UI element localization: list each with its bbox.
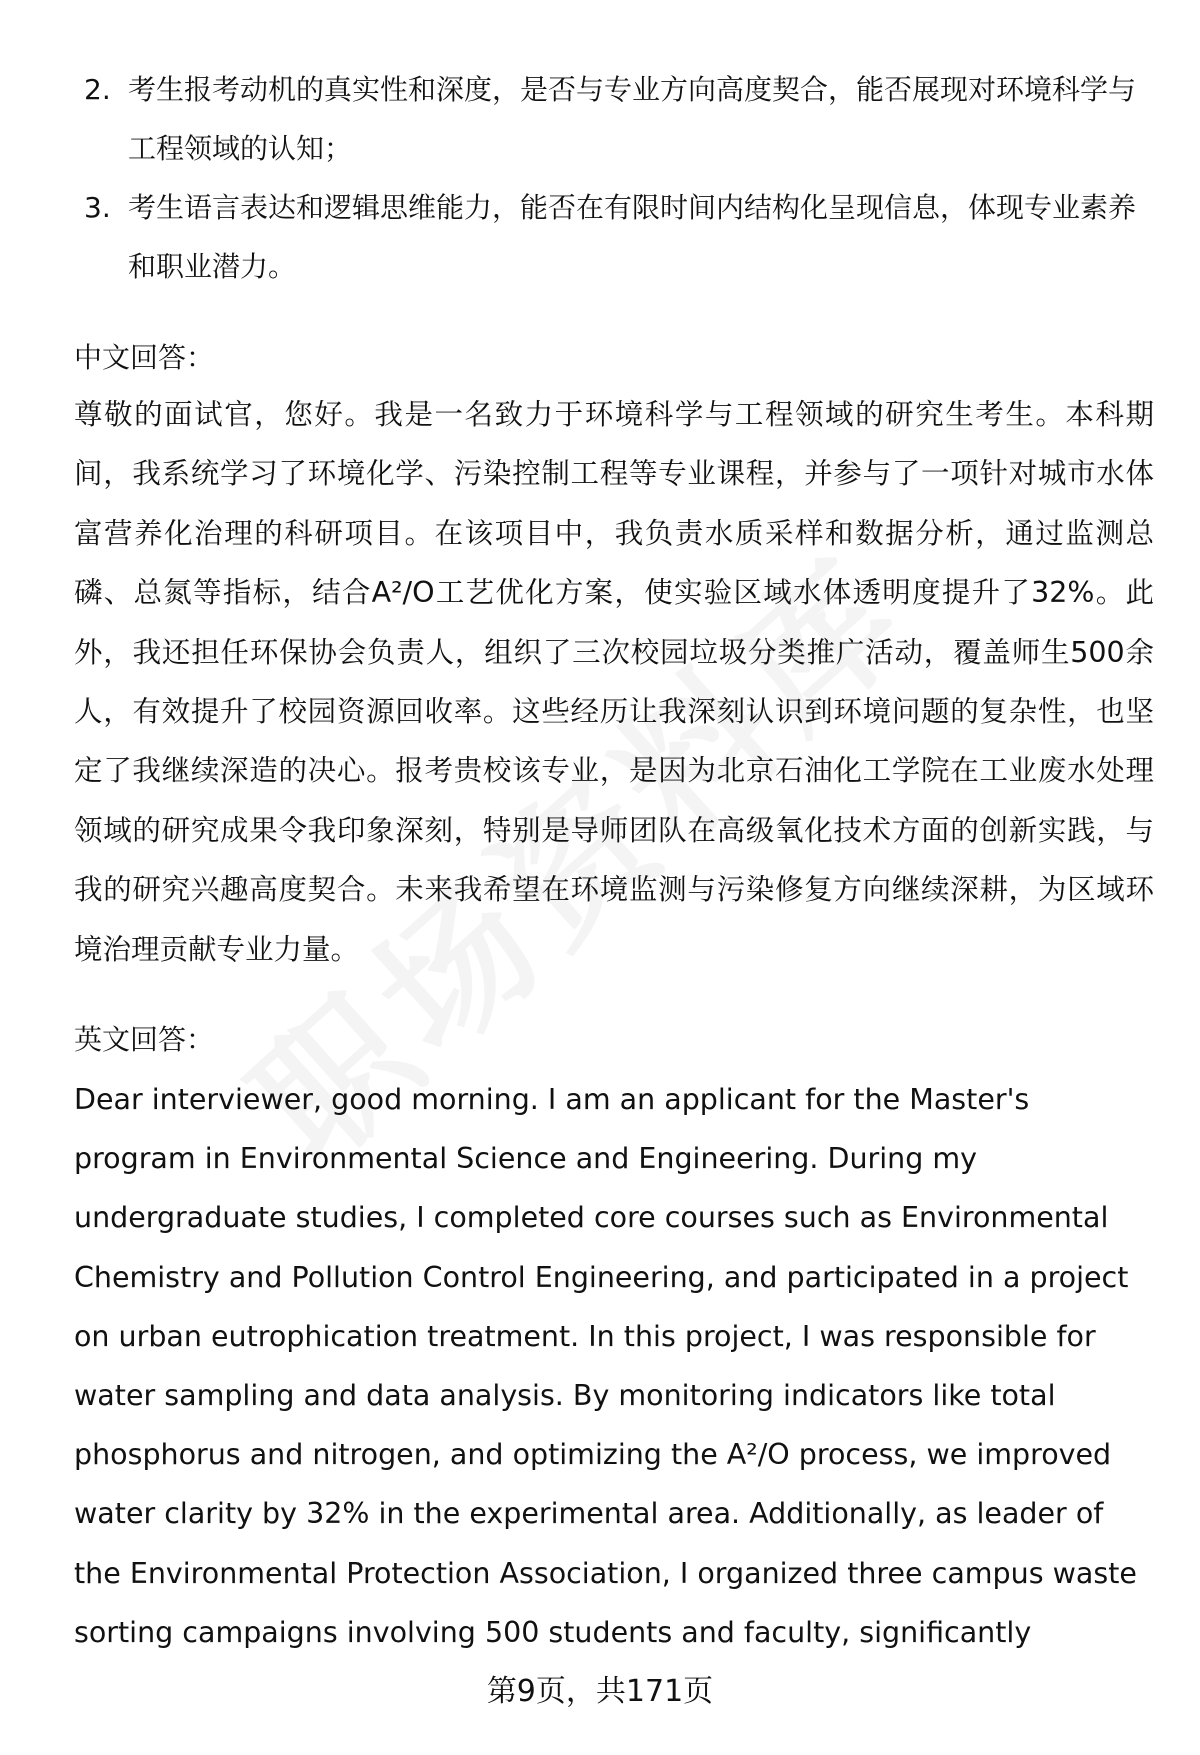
list-item-number: 2. (84, 73, 111, 106)
list-item (80, 178, 1140, 296)
english-answer-text: Dear interviewer, good morning. I am an applicant for the Master's program in Environmental Science and Engineering. During my undergraduate studies, I completed core courses such as Environmental Chemistry and Pollution Control Engineering, and participated in a project on urban eutrophication treatment. In this project, I was responsible for water sampling and data analysis. By monitoring indicators like total phosphorus and nitrogen, and optimizing the A²/O process, we improved water clarity by 32% in the experimental area. Additionally, as leader of the Environmental Protection Association, I organized three campus waste sorting campaigns involving 500 students and faculty, significantly (74, 1083, 1137, 1649)
criteria-list (80, 60, 1140, 296)
list-item-number: 3. (84, 191, 111, 224)
chinese-answer-label: 中文回答： (74, 341, 215, 374)
english-answer-label: 英文回答： (74, 1023, 215, 1056)
list-item-text: 考生语言表达和逻辑思维能力，能否在有限时间内结构化呈现信息，体现专业素养和职业潜力。 (128, 191, 1137, 283)
page-footer: 第9页，共171页 (486, 1674, 714, 1709)
list-item-text: 考生报考动机的真实性和深度，是否与专业方向高度契合，能否展现对环境科学与工程领域的认知； (128, 73, 1137, 165)
chinese-answer-text: 尊敬的面试官，您好。我是一名致力于环境科学与工程领域的研究生考生。本科期间，我系统学习了环境化学、污染控制工程等专业课程，并参与了一项针对城市水体富营养化治理的科研项目。在该项目中，我负责水质采样和数据分析，通过监测总磷、总氮等指标，结合A²/O工艺优化方案，使实验区域水体透明度提升了32%。此外，我还担任环保协会负责人，组织了三次校园垃圾分类推广活动，覆盖师生500余人，有效提升了校园资源回收率。这些经历让我深刻认识到环境问题的复杂性，也坚定了我继续深造的决心。报考贵校该专业，是因为北京石油化工学院在工业废水处理领域的研究成果令我印象深刻，特别是导师团队在高级氧化技术方面的创新实践，与我的研究兴趣高度契合。未来我希望在环境监测与污染修复方向继续深耕，为区域环境治理贡献专业力量。 (74, 398, 1154, 966)
list-item (80, 60, 1140, 178)
